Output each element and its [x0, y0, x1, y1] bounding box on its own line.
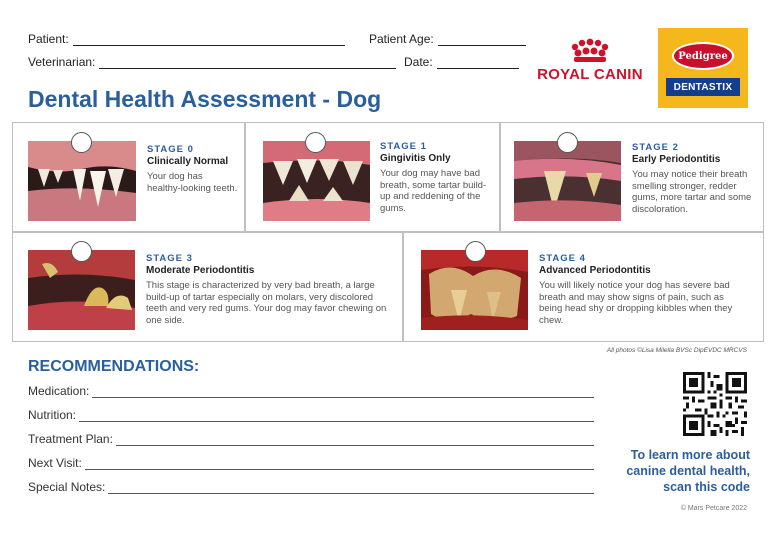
patient-input-line[interactable] — [73, 34, 345, 46]
stage-3-name: Moderate Periodontitis — [146, 265, 255, 276]
date-label: Date: — [404, 55, 433, 69]
veterinarian-input-line[interactable] — [99, 57, 396, 69]
date-input-line[interactable] — [437, 57, 519, 69]
treatment-plan-input-line[interactable] — [116, 434, 594, 446]
dentastix-wordmark: DENTASTIX — [666, 78, 740, 96]
medication-field[interactable] — [28, 384, 594, 398]
learn-more-text: To learn more about canine dental health, scan this code — [626, 448, 750, 494]
stage-3-checkbox[interactable] — [71, 241, 92, 262]
medication-label: Medication: — [28, 384, 90, 398]
next-visit-input-line[interactable] — [85, 458, 594, 470]
stage-1-name: Gingivitis Only — [380, 153, 451, 164]
next-visit-field[interactable] — [28, 456, 594, 470]
stage-4-description: You will likely notice your dog has severe bad breath and may show signs of pain, such as being head shy or dropping kibbles when they chew. — [539, 280, 733, 326]
photo-credit: All photos ©Lisa Milella BVSc DipEVDC MRCVS — [606, 347, 747, 354]
stage-4-checkbox[interactable] — [465, 241, 486, 262]
stage-0-checkbox[interactable] — [71, 132, 92, 153]
stage-3-description: This stage is characterized by very bad breath, a large build-up of tartar especially on molars, very discolored teeth and very red gums. Your dog may favor chewing on one side. — [146, 280, 387, 326]
treatment-plan-field[interactable] — [28, 432, 594, 446]
qr-code-icon[interactable] — [683, 372, 747, 436]
stage-3-card — [12, 232, 403, 342]
veterinarian-field[interactable] — [28, 55, 396, 69]
nutrition-field[interactable] — [28, 408, 594, 422]
stage-3-number: STAGE 3 — [146, 253, 193, 264]
stage-2-description: You may notice their breath smelling stronger, redder gums, more tartar and some discoloration. — [632, 169, 752, 215]
stage-2-name: Early Periodontitis — [632, 154, 721, 165]
stage-0-photo — [28, 141, 136, 221]
patient-field[interactable] — [28, 32, 345, 46]
next-visit-label: Next Visit: — [28, 456, 82, 470]
page-title: Dental Health Assessment - Dog — [28, 86, 382, 112]
stage-4-photo — [421, 250, 528, 330]
special-notes-field[interactable] — [28, 480, 594, 494]
stage-0-card — [12, 122, 245, 232]
nutrition-input-line[interactable] — [79, 410, 594, 422]
pedigree-dentastix-logo — [658, 28, 748, 108]
special-notes-label: Special Notes: — [28, 480, 106, 494]
stage-2-card — [500, 122, 764, 232]
stage-2-checkbox[interactable] — [557, 132, 578, 153]
stage-3-photo — [28, 250, 135, 330]
royal-canin-logo — [530, 38, 650, 88]
stage-1-number: STAGE 1 — [380, 141, 427, 152]
stage-0-name: Clinically Normal — [147, 156, 229, 167]
crown-icon — [530, 38, 650, 66]
stage-0-number: STAGE 0 — [147, 144, 194, 155]
treatment-plan-label: Treatment Plan: — [28, 432, 113, 446]
patient-age-label: Patient Age: — [369, 32, 434, 46]
stage-4-number: STAGE 4 — [539, 253, 586, 264]
stage-0-description: Your dog has healthy-looking teeth. — [147, 171, 238, 194]
stage-2-number: STAGE 2 — [632, 142, 679, 153]
stage-1-checkbox[interactable] — [305, 132, 326, 153]
stage-1-description: Your dog may have bad breath, some tartar build-up and reddening of the gums. — [380, 168, 487, 214]
special-notes-input-line[interactable] — [108, 482, 594, 494]
nutrition-label: Nutrition: — [28, 408, 77, 422]
recommendations-title: RECOMMENDATIONS: — [28, 358, 200, 375]
patient-age-field[interactable] — [369, 32, 526, 46]
stage-2-photo — [514, 141, 621, 221]
stage-1-photo — [263, 141, 370, 221]
copyright: © Mars Petcare 2022 — [680, 505, 747, 512]
date-field[interactable] — [404, 55, 519, 69]
stage-1-card — [245, 122, 500, 232]
pedigree-wordmark: Pedigree — [672, 42, 734, 70]
patient-age-input-line[interactable] — [438, 34, 526, 46]
veterinarian-label: Veterinarian: — [28, 55, 96, 69]
stage-4-name: Advanced Periodontitis — [539, 265, 651, 276]
patient-label: Patient: — [28, 32, 69, 46]
stage-4-card — [403, 232, 764, 342]
medication-input-line[interactable] — [92, 386, 594, 398]
royal-canin-wordmark: ROYAL CANIN — [537, 66, 643, 83]
